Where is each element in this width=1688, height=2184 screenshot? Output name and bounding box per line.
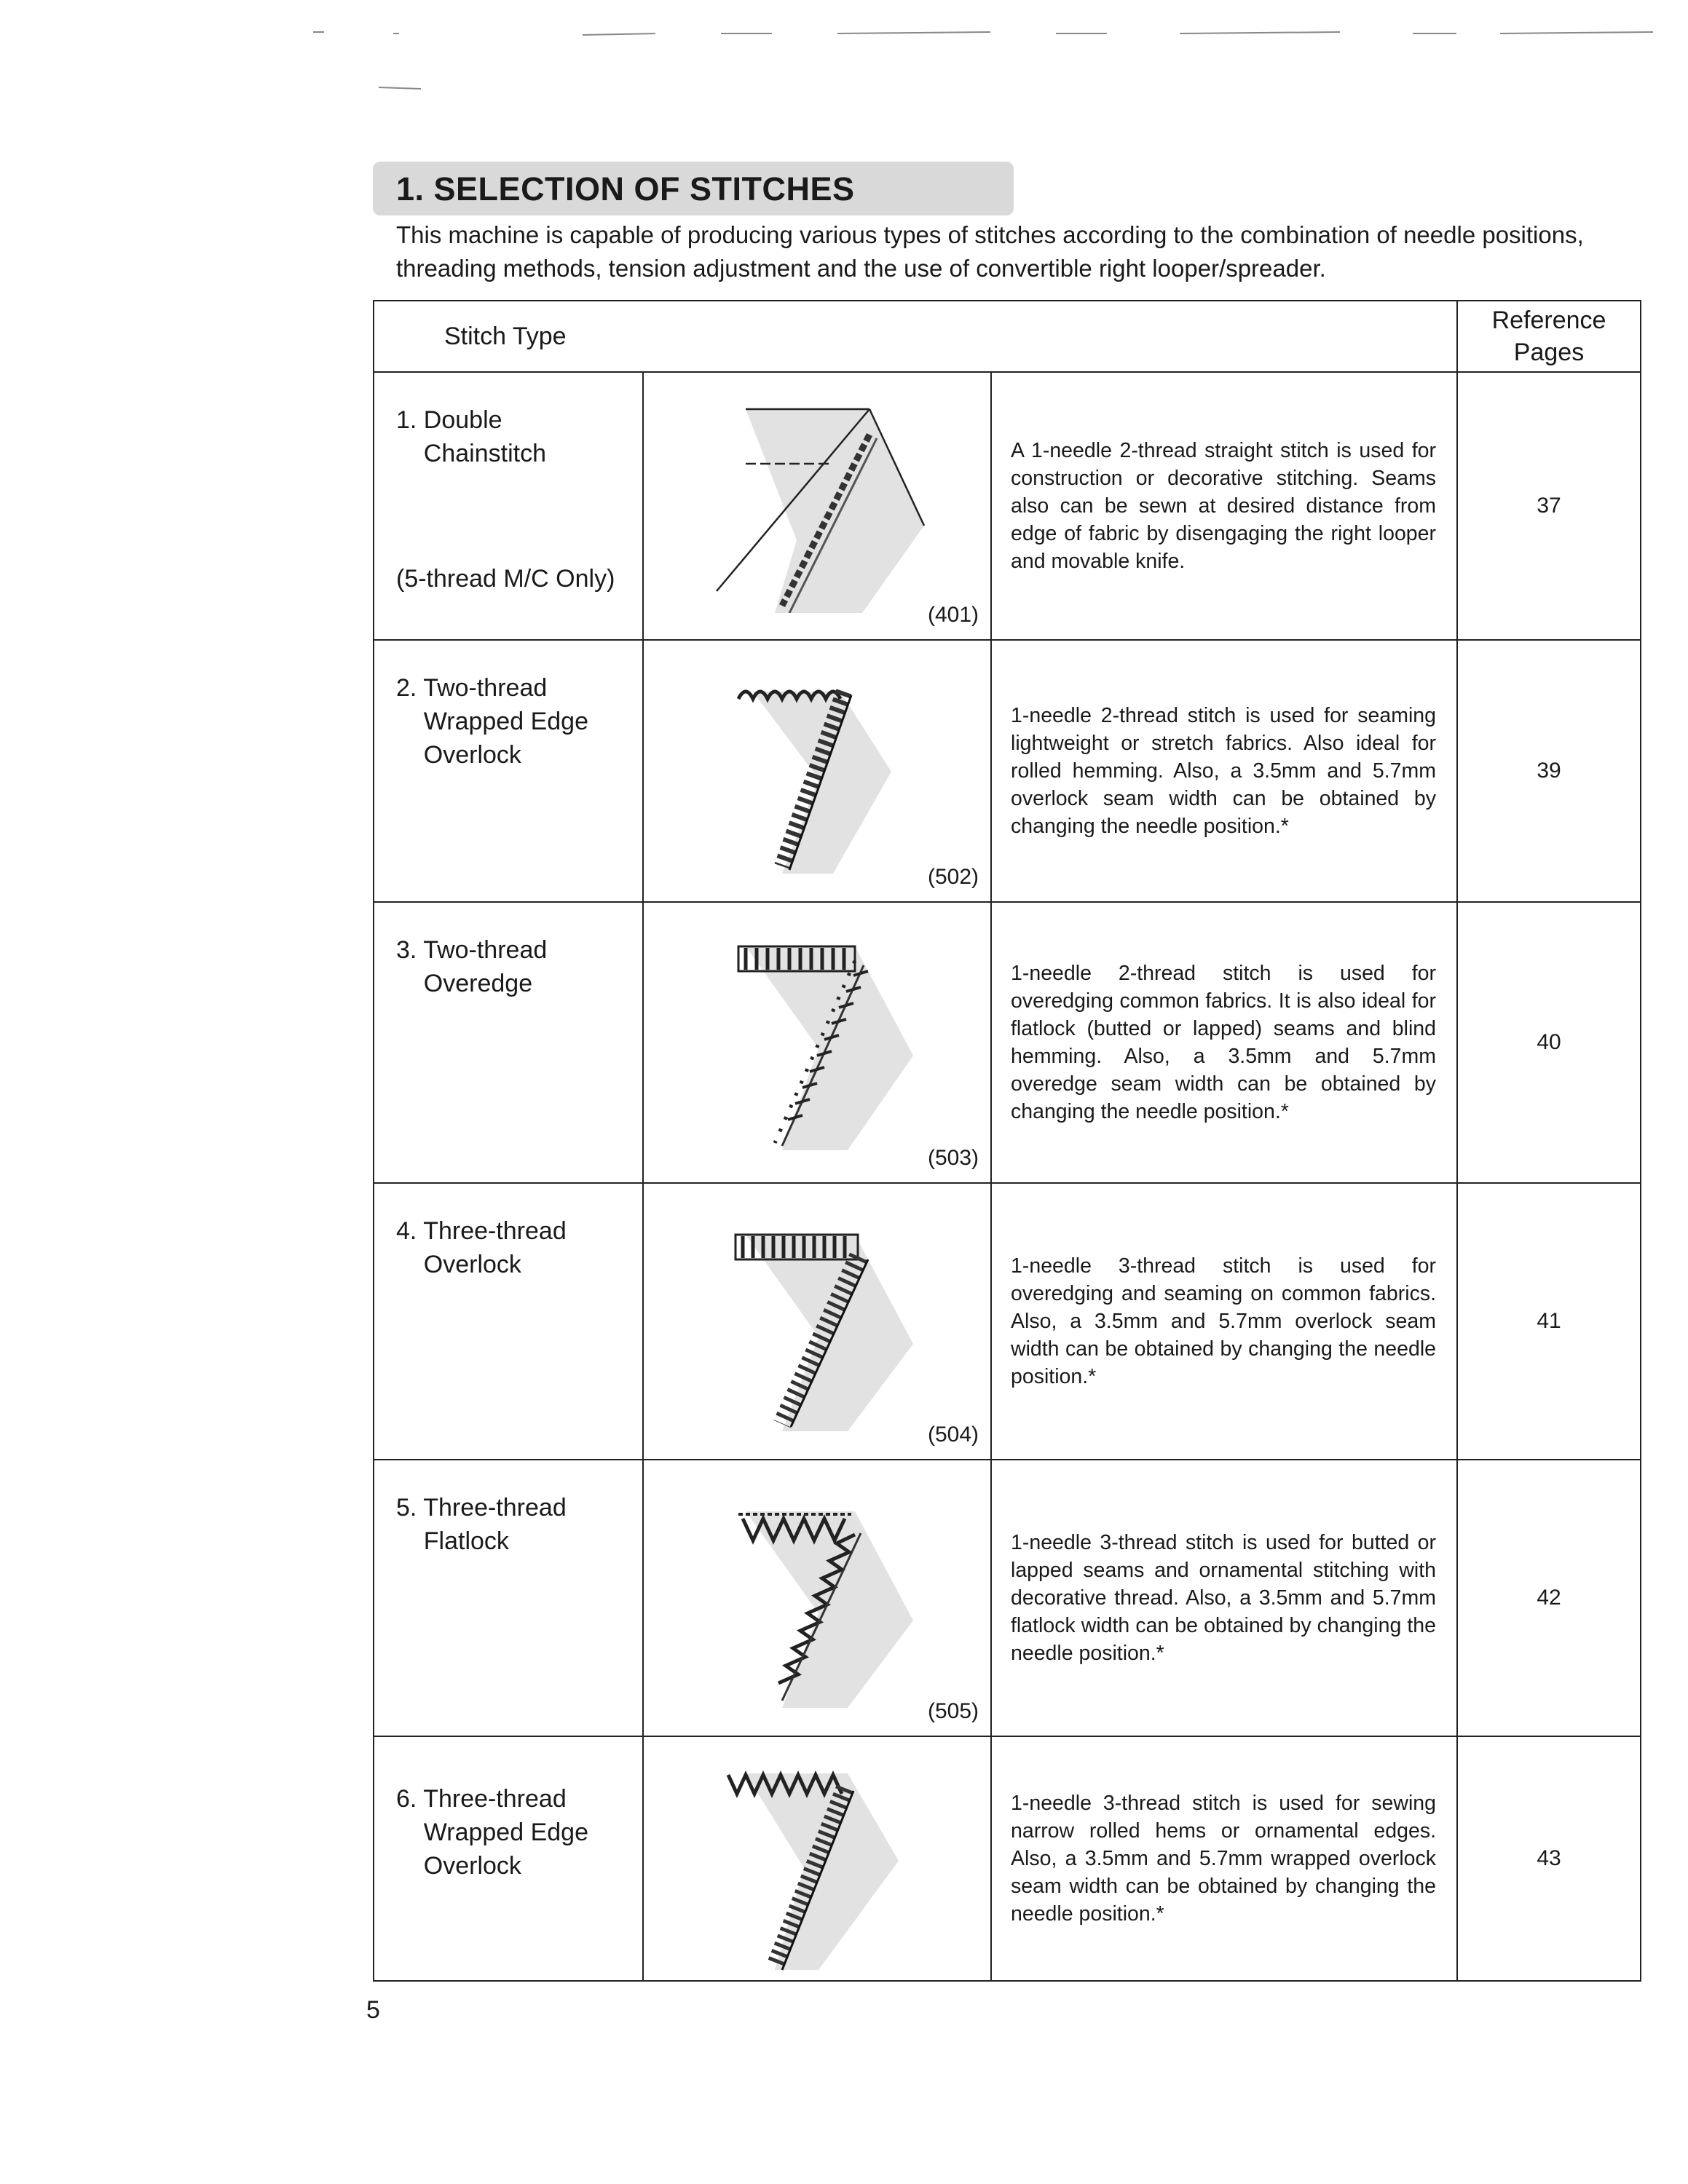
- table-row: [374, 1460, 1641, 1736]
- double-chainstitch-illustration: [673, 395, 935, 613]
- section-title: 1. SELECTION OF STITCHES: [396, 170, 855, 207]
- stitch-code: (401): [927, 603, 979, 627]
- stitch-type-cell: [374, 1183, 643, 1460]
- stitch-description: 1-needle 2-thread stitch is used for seaming lightweight or stretch fabrics. Also ideal for rolled hemming. Also, a 3.5mm and 5.7mm overlock seam width can be obtained by changing the needle position.*: [991, 640, 1457, 902]
- three-thread-flatlock-illustration: [673, 1482, 935, 1715]
- stitch-type-label: 4. Three-thread Overlock: [396, 1217, 567, 1278]
- stitch-illustration-cell: [643, 902, 991, 1183]
- stitch-code: (505): [927, 1699, 979, 1723]
- table-row: [374, 640, 1641, 902]
- stitch-table: [373, 300, 1641, 1982]
- stitch-type-cell: [374, 640, 643, 902]
- reference-page: 39: [1457, 640, 1641, 902]
- reference-page: 40: [1457, 902, 1641, 1183]
- scan-speckles: [0, 0, 1688, 116]
- stitch-type-label: 2. Two-thread Wrapped Edge Overlock: [396, 674, 588, 769]
- stitch-illustration-cell: [643, 640, 991, 902]
- stitch-type-label: 6. Three-thread Wrapped Edge Overlock: [396, 1785, 588, 1880]
- reference-page: 37: [1457, 372, 1641, 640]
- stitch-type-cell: [374, 1736, 643, 1981]
- table-row: [374, 1183, 1641, 1460]
- stitch-type-note: (5-thread M/C Only): [396, 565, 615, 593]
- reference-page: 41: [1457, 1183, 1641, 1460]
- stitch-type-cell: [374, 1460, 643, 1736]
- stitch-type-cell: [374, 902, 643, 1183]
- reference-pages-header: Reference Pages: [1457, 301, 1641, 372]
- stitch-type-label: 1. Double Chainstitch: [396, 406, 546, 467]
- table-row: [374, 1736, 1641, 1981]
- stitch-illustration-cell: [643, 1460, 991, 1736]
- stitch-description: 1-needle 3-thread stitch is used for butted or lapped seams and ornamental stitching with decorative thread. Also, a 3.5mm and 5.7mm flatlock width can be obtained by changing the needle position.*: [991, 1460, 1457, 1736]
- page-number: 5: [366, 1996, 380, 2024]
- stitch-illustration-cell: [643, 372, 991, 640]
- intro-paragraph: This machine is capable of producing various types of stitches according to the combination of needle positions, threading methods, tension adjustment and the use of convertible right looper/spreader.: [396, 221, 1584, 282]
- stitch-type-label: 3. Two-thread Overedge: [396, 936, 548, 997]
- three-thread-wrapped-edge-illustration: [673, 1759, 935, 1977]
- reference-page: 42: [1457, 1460, 1641, 1736]
- stitch-type-cell: [374, 372, 643, 640]
- stitch-description: 1-needle 3-thread stitch is used for sewing narrow rolled hems or ornamental edges. Also, a 3.5mm and 5.7mm wrapped overlock seam width can be obtained by changing the needle position.*: [991, 1736, 1457, 1981]
- stitch-description: 1-needle 3-thread stitch is used for overedging and seaming on common fabrics. Also, a 3.5mm and 5.7mm overlock seam width can be obtained by changing the needle position.*: [991, 1183, 1457, 1460]
- two-thread-wrapped-edge-illustration: [673, 662, 935, 881]
- stitch-code: (504): [927, 1423, 979, 1447]
- stitch-description: A 1-needle 2-thread straight stitch is used for construction or decorative stitching. Seams also can be sewn at desired distance from edge of fabric by disengaging the right looper and movable knife.: [991, 372, 1457, 640]
- table-header-row: [374, 301, 1641, 372]
- table-row: [374, 372, 1641, 640]
- stitch-type-header: Stitch Type: [374, 301, 1457, 372]
- stitch-code: (502): [927, 865, 979, 889]
- stitch-description: 1-needle 2-thread stitch is used for overedging common fabrics. It is also ideal for flatlock (butted or lapped) seams and blind hemming. Also, a 3.5mm and 5.7mm overedge seam width can be obtained by changing the needle position.*: [991, 902, 1457, 1183]
- stitch-code: (503): [927, 1146, 979, 1170]
- section-heading: [373, 162, 1014, 215]
- three-thread-overlock-illustration: [673, 1206, 935, 1439]
- table-row: [374, 902, 1641, 1183]
- stitch-illustration-cell: [643, 1736, 991, 1981]
- reference-page: 43: [1457, 1736, 1641, 1981]
- stitch-type-label: 5. Three-thread Flatlock: [396, 1494, 567, 1555]
- two-thread-overedge-illustration: [673, 925, 935, 1158]
- stitch-illustration-cell: [643, 1183, 991, 1460]
